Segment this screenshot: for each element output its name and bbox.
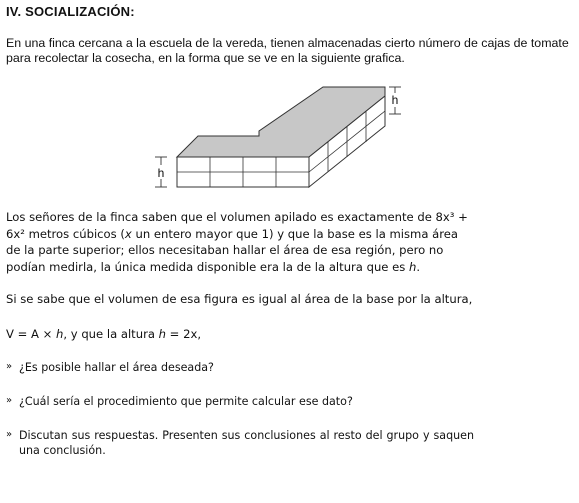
bullet-marker: »: [6, 361, 13, 372]
intro-paragraph: En una finca cercana a la escuela de la vereda, tienen almacenadas cierto número de cajas de tomate para recolectar la cosecha, en la forma que se ve en la siguiente grafica.: [6, 36, 569, 65]
volume-definition-paragraph: Si se sabe que el volumen de esa figura es igual al área de la base por la altura,: [6, 292, 473, 306]
section-title: IV. SOCIALIZACIÓN:: [6, 4, 135, 19]
volume-paragraph: Los señores de la finca saben que el volumen apilado es exactamente de 8x³ + 6x² metros cúbicos (x un entero mayor que 1) y que la base es la misma área de la parte superior; ellos necesitaban hallar el área de esa región, pero no podían medirla, la única medida disponible era la de la altura que es h.: [6, 210, 468, 274]
question-3: » Discutan sus respuestas. Presenten sus conclusiones al resto del grupo y saquen una conclusión.: [6, 429, 474, 457]
question-2: » ¿Cuál sería el procedimiento que permite calcular ese dato?: [6, 395, 353, 408]
bullet-marker: »: [6, 429, 13, 440]
right-h-label: h: [391, 93, 399, 107]
left-h-label: h: [157, 166, 165, 180]
question-1: » ¿Es posible hallar el área deseada?: [6, 361, 214, 374]
bullet-marker: »: [6, 395, 13, 406]
stacked-boxes-figure: [150, 80, 420, 195]
volume-formula: V = A × h, y que la altura h = 2x,: [6, 327, 202, 341]
